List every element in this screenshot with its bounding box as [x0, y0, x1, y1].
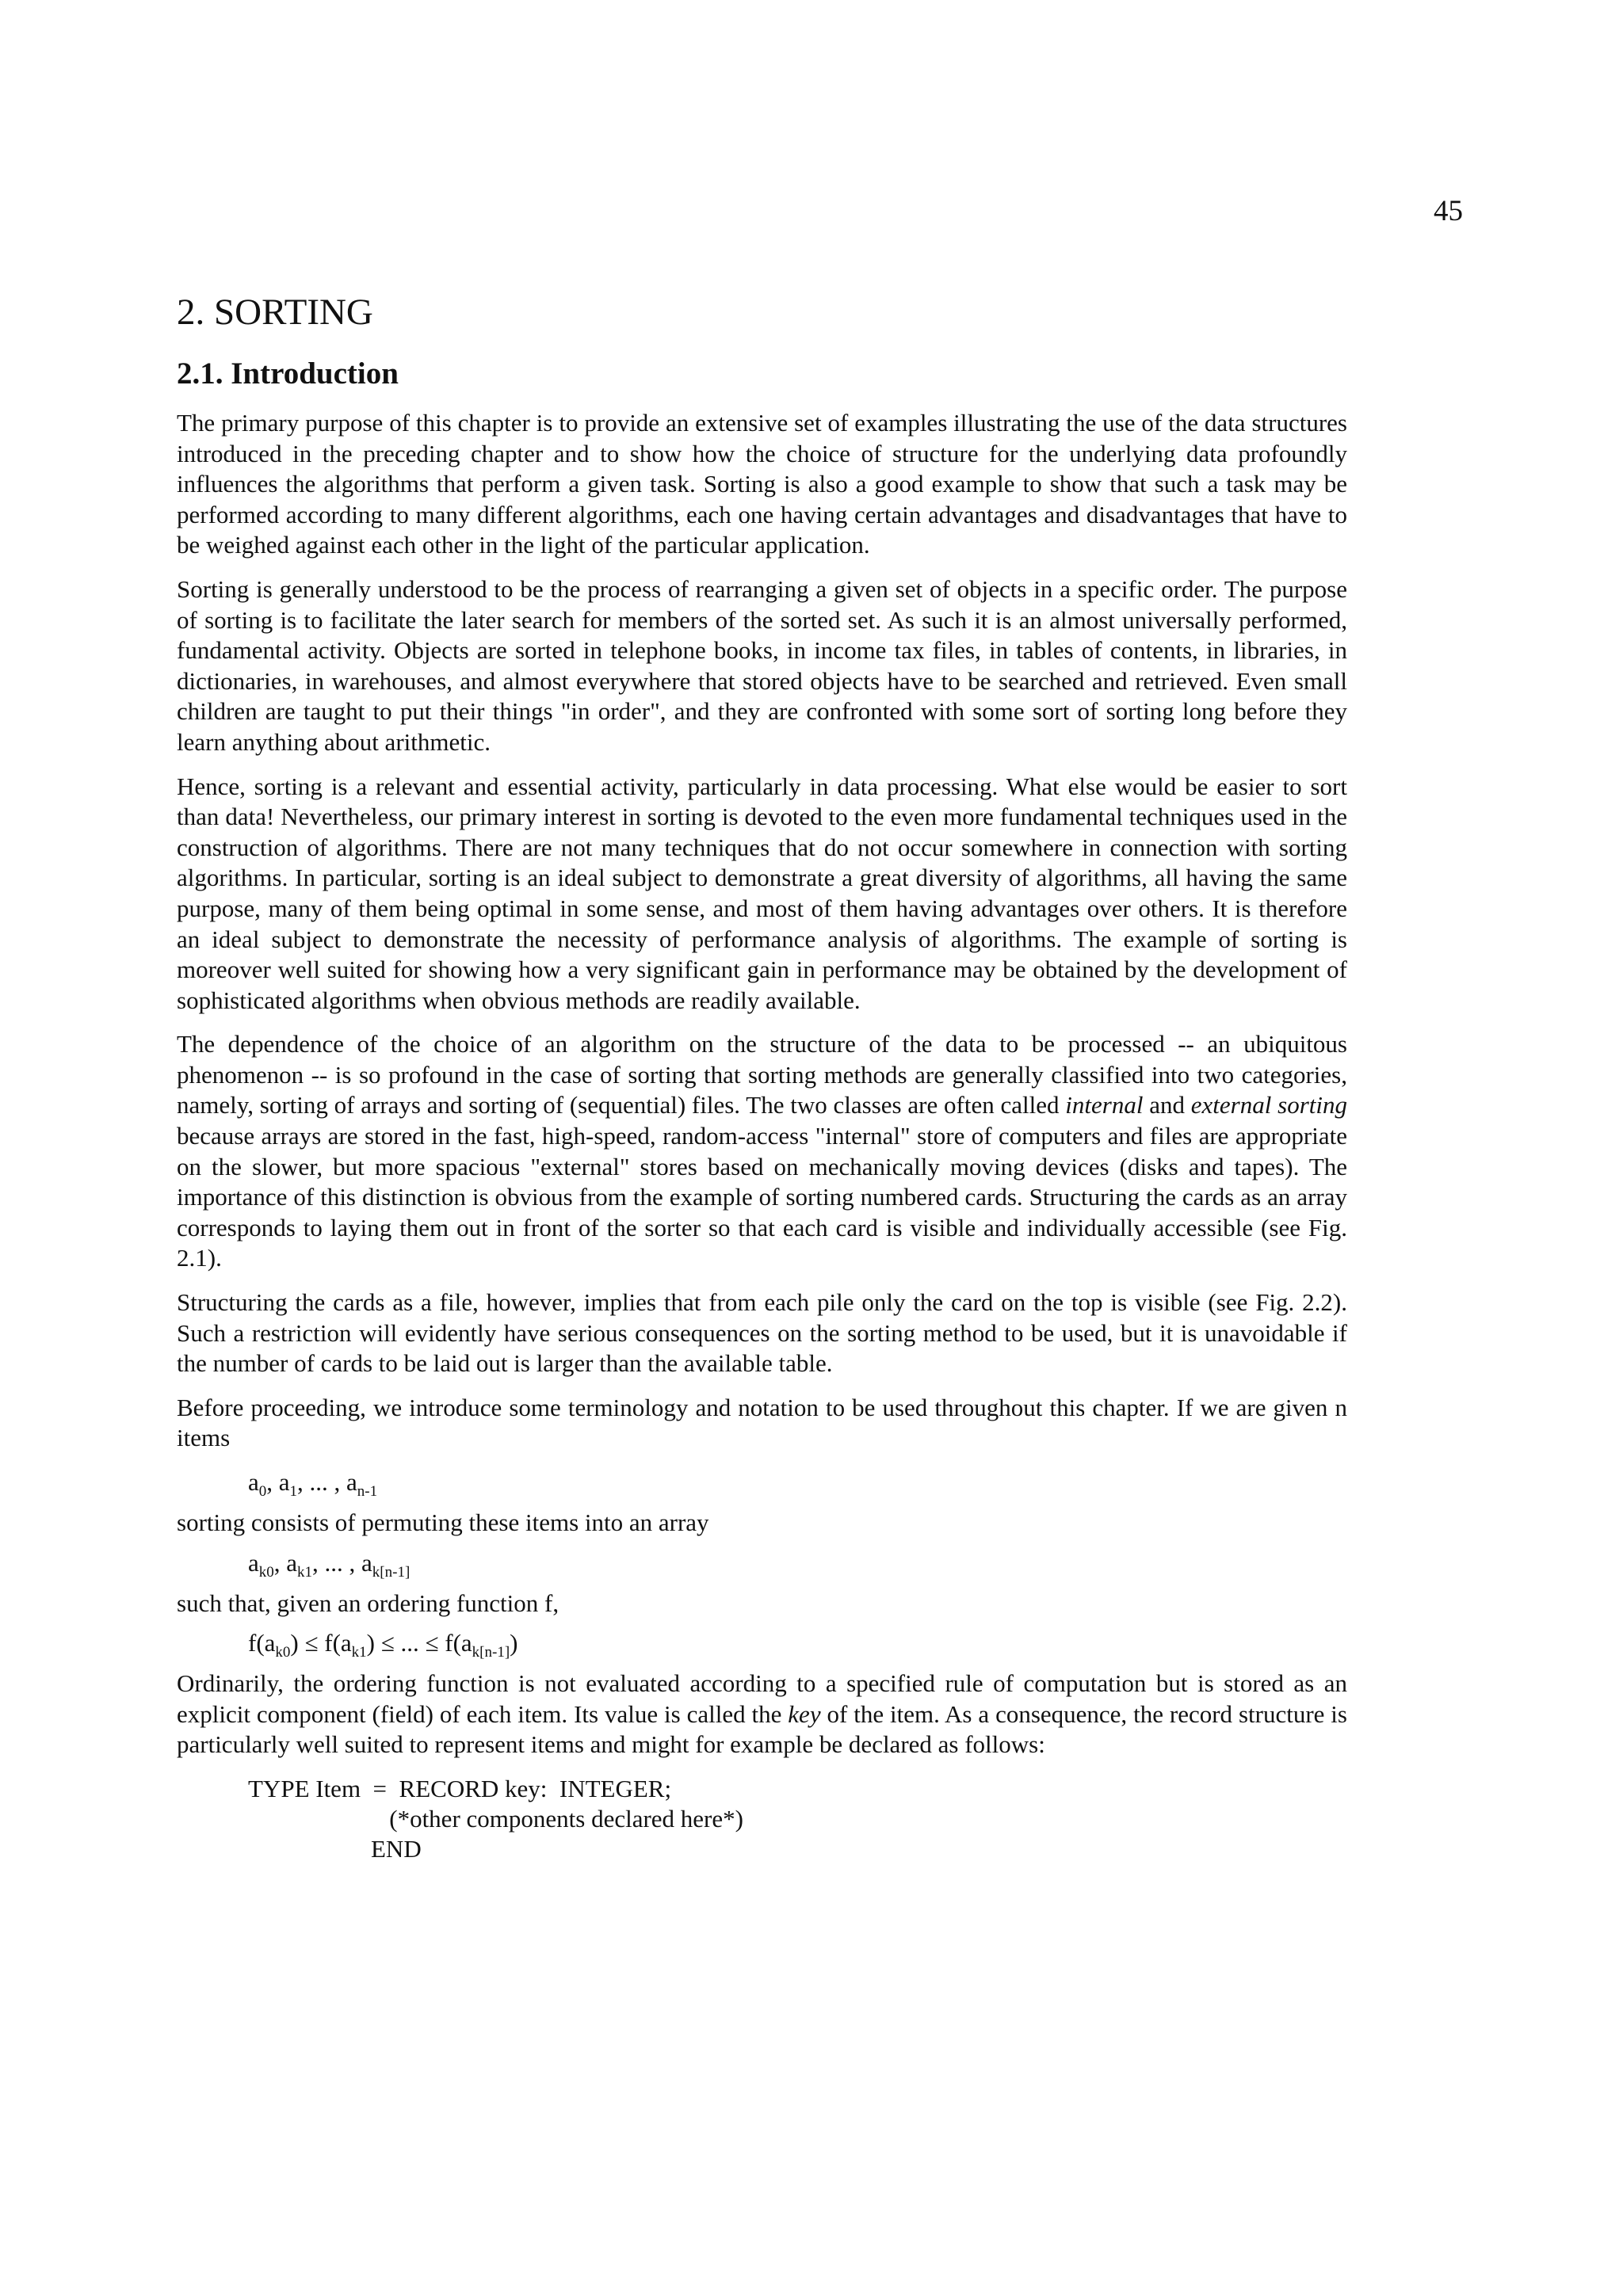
formula-subscript: k1 — [297, 1563, 313, 1581]
formula-subscript: k[n-1] — [372, 1563, 411, 1581]
page-number: 45 — [1434, 195, 1463, 227]
formula-subscript: k0 — [258, 1563, 274, 1581]
formula-subscript: k1 — [351, 1644, 367, 1661]
formula-text: , a — [273, 1548, 298, 1577]
code-line-type-item: TYPE Item = RECORD key: INTEGER; — [248, 1774, 672, 1802]
formula-subscript: 1 — [289, 1483, 298, 1501]
formula-subscript: k0 — [275, 1644, 291, 1661]
formula-array — [248, 1548, 1347, 1581]
paragraph-key-end: of the item. As a consequence, the record structure is particularly well suited to represent items and might for example be declared as follows: — [177, 1699, 1347, 1759]
paragraph-permuting: sorting consists of permuting these items into an array — [177, 1508, 709, 1536]
paragraph-internal-external-and: and — [1143, 1091, 1191, 1119]
formula-items — [248, 1467, 1347, 1501]
chapter-title: 2. SORTING — [177, 292, 373, 333]
formula-text: , a — [266, 1468, 290, 1496]
paragraph-file-structure: Structuring the cards as a file, however, implies that from each pile only the card on the top is visible (see Fig. 2.2). Such a restriction will evidently have serious consequences on the sorting method to be used, but it is unavoidable if the number of cards to be laid out is larger than the available table. — [177, 1288, 1347, 1378]
formula-text: a — [248, 1468, 259, 1496]
section-title: 2.1. Introduction — [177, 357, 399, 391]
formula-text: , ... , a — [297, 1468, 357, 1496]
paragraph-sorting-relevance: Hence, sorting is a relevant and essential activity, particularly in data processing. What else would be easier to sort than data! Nevertheless, our primary interest in sorting is devoted to the even more fundamental techniques used in the construction of algorithms. There are not many techniques that do not occur somewhere in connection with sorting algorithms. In particular, sorting is an ideal subject to demonstrate a great diversity of algorithms, all having the same purpose, many of them being optimal in some sense, and most of them having advantages over others. It is therefore an ideal subject to demonstrate the necessity of performance analysis of algorithms. The example of sorting is moreover well suited for showing how a very significant gain in performance may be obtained by the development of sophisticated algorithms when obvious methods are readily available. — [177, 772, 1347, 1014]
record-declaration-code — [248, 1774, 1347, 1864]
formula-subscript: k[n-1] — [472, 1644, 510, 1661]
key-emphasis: key — [788, 1699, 821, 1728]
formula-text: , ... , a — [312, 1548, 372, 1577]
formula-ordering — [248, 1628, 1347, 1661]
paragraph-purpose: The primary purpose of this chapter is to provide an extensive set of examples illustrating the use of the data structures introduced in the preceding chapter and to show how the choice of structure for the underlying data profoundly influences the algorithms that perform a given task. Sorting is also a good example to show that such a task may be performed according to many different algorithms, each one having certain advantages and disadvantages that have to be weighed against each other in the light of the particular application. — [177, 409, 1347, 559]
formula-subscript: 0 — [258, 1483, 267, 1501]
paragraph-internal-external — [177, 1029, 1347, 1274]
paragraph-key — [177, 1669, 1347, 1760]
formula-text: ) ≤ ... ≤ f(a — [366, 1629, 472, 1657]
paragraph-key-start: Ordinarily, the ordering function is not evaluated according to a specified rule of computation but is stored as an explicit component (field) of each item. Its value is called the — [177, 1669, 1347, 1728]
code-line-end: END — [248, 1834, 422, 1863]
paragraph-internal-external-end: because arrays are stored in the fast, high-speed, random-access "internal" store of computers and files are appropriate on the slower, but more spacious "external" stores based on mechanically moving devices (disks and tapes). The importance of this distinction is obvious from the example of sorting numbered cards. Structuring the cards as an array corresponds to laying them out in front of the sorter so that each card is visible and individually accessible (see Fig. 2.1). — [177, 1122, 1347, 1272]
paragraph-ordering-function: such that, given an ordering function f, — [177, 1589, 559, 1617]
paragraph-terminology: Before proceeding, we introduce some terminology and notation to be used throughout this chapter. If we are given n items — [177, 1393, 1347, 1452]
page-content — [177, 286, 1347, 1864]
formula-text: ) — [510, 1629, 518, 1657]
paragraph-internal-external-start: The dependence of the choice of an algorithm on the structure of the data to be processed -- an ubiquitous phenomenon -- is so profound in the case of sorting that sorting methods are generally classified into two categories, namely, sorting of arrays and sorting of (sequential) files. The two classes are often called — [177, 1030, 1347, 1119]
paragraph-sorting-definition: Sorting is generally understood to be the process of rearranging a given set of objects in a specific order. The purpose of sorting is to facilitate the later search for members of the sorted set. As such it is an almost universally performed, fundamental activity. Objects are sorted in telephone books, in income tax files, in tables of contents, in libraries, in dictionaries, in warehouses, and almost everywhere that stored objects have to be searched and retrieved. Even small children are taught to put their things "in order", and they are confronted with some sort of sorting long before they learn anything about arithmetic. — [177, 574, 1347, 756]
formula-text: f(a — [248, 1629, 276, 1657]
external-sorting-emphasis: external sorting — [1190, 1091, 1347, 1119]
formula-text: ) ≤ f(a — [290, 1629, 352, 1657]
internal-emphasis: internal — [1065, 1091, 1144, 1119]
code-line-other-components: (*other components declared here*) — [248, 1804, 743, 1833]
formula-text: a — [248, 1548, 259, 1577]
formula-subscript: n-1 — [357, 1483, 378, 1501]
